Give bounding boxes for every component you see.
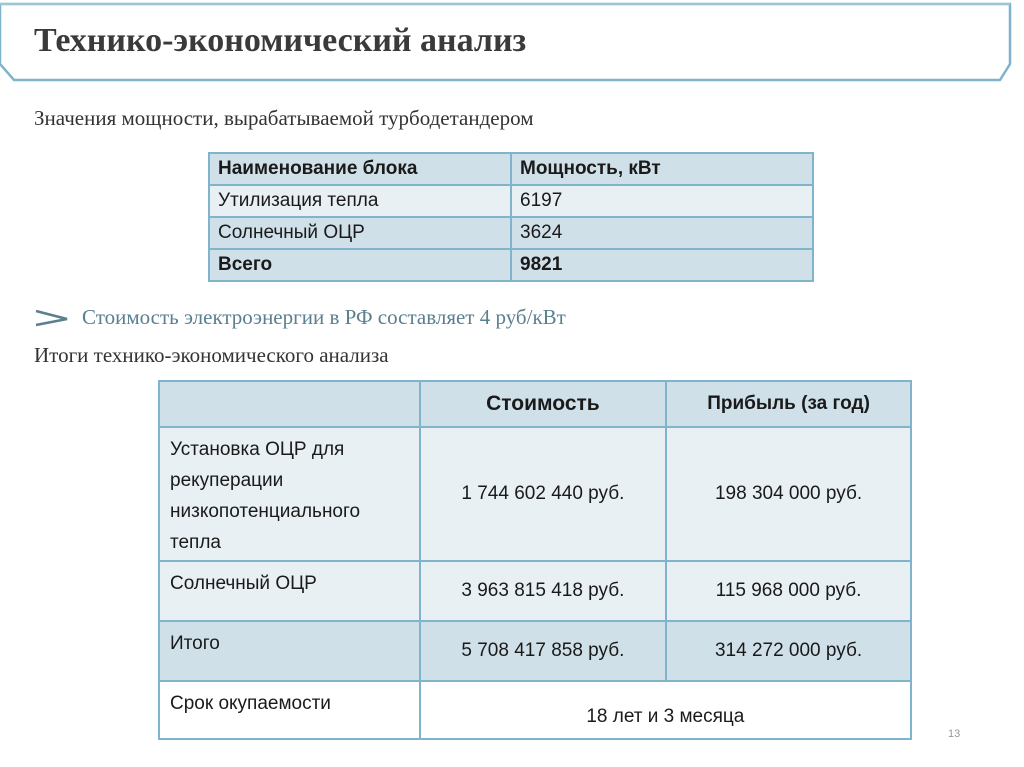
power-table xyxy=(208,152,814,282)
cost-cell: 3 963 815 418 руб. xyxy=(420,561,666,621)
item-name-cell: Итого xyxy=(159,621,420,681)
slide-title: Технико-экономический анализ xyxy=(34,22,527,59)
table-row xyxy=(159,427,911,561)
block-name-cell: Утилизация тепла xyxy=(209,185,511,217)
electricity-cost-text: Стоимость электроэнергии в РФ составляет 4 руб/кВт xyxy=(82,305,566,329)
table-row xyxy=(159,561,911,621)
cost-cell: 5 708 417 858 руб. xyxy=(420,621,666,681)
power-table-header-power: Мощность, кВт xyxy=(511,153,813,185)
empty-header-cell xyxy=(159,381,420,427)
power-table-caption: Значения мощности, вырабатываемой турбодетандером xyxy=(34,106,534,130)
table-row xyxy=(209,217,813,249)
power-value-cell: 3624 xyxy=(511,217,813,249)
power-table-header-block: Наименование блока xyxy=(209,153,511,185)
profit-cell: 198 304 000 руб. xyxy=(666,427,911,561)
item-name-cell: Установка ОЦР для рекуперации низкопотенциального тепла xyxy=(159,427,420,561)
block-name-cell: Солнечный ОЦР xyxy=(209,217,511,249)
table-row-total xyxy=(209,249,813,281)
block-name-cell: Всего xyxy=(209,249,511,281)
item-name-cell: Солнечный ОЦР xyxy=(159,561,420,621)
payback-value-cell: 18 лет и 3 месяца xyxy=(420,681,911,739)
arrow-bullet-icon xyxy=(34,308,70,328)
power-value-cell: 6197 xyxy=(511,185,813,217)
table-row-payback xyxy=(159,681,911,739)
cost-header: Стоимость xyxy=(420,381,666,427)
profit-cell: 314 272 000 руб. xyxy=(666,621,911,681)
cost-cell: 1 744 602 440 руб. xyxy=(420,427,666,561)
profit-header: Прибыль (за год) xyxy=(666,381,911,427)
results-caption: Итоги технико-экономического анализа xyxy=(34,343,389,367)
results-table xyxy=(158,380,912,740)
power-value-cell: 9821 xyxy=(511,249,813,281)
profit-cell: 115 968 000 руб. xyxy=(666,561,911,621)
page-number: 13 xyxy=(948,728,961,740)
table-row xyxy=(209,185,813,217)
payback-label-cell: Срок окупаемости xyxy=(159,681,420,739)
bullet-line xyxy=(34,305,566,330)
table-row xyxy=(159,621,911,681)
table-header-row xyxy=(159,381,911,427)
